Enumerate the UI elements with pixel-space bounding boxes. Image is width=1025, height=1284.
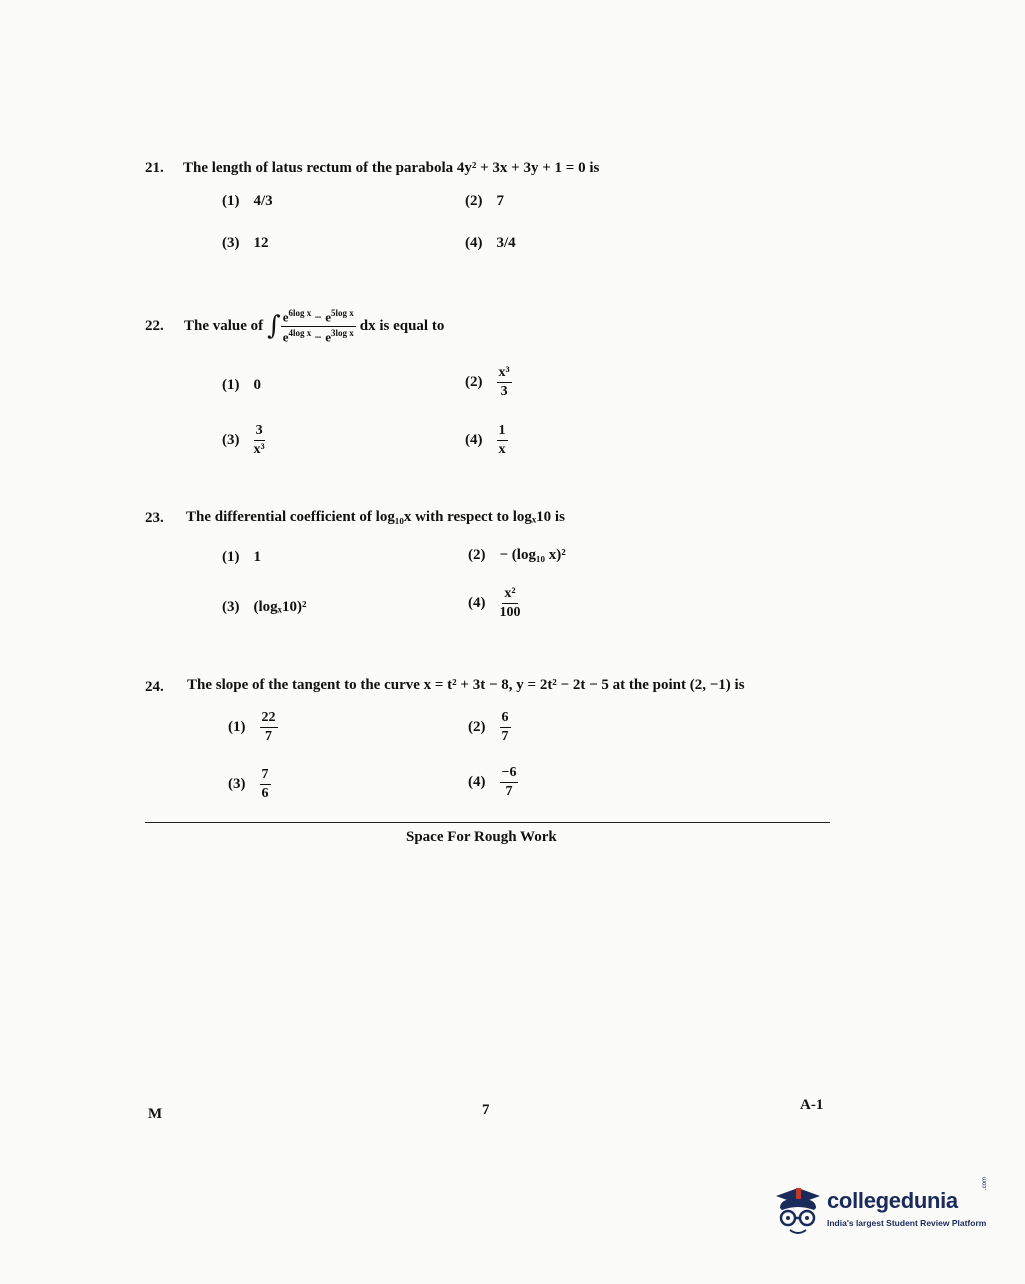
- operator: −: [311, 328, 326, 344]
- exponent: 4log x: [288, 327, 312, 338]
- integrand-fraction: [281, 309, 356, 343]
- option-label: (1): [228, 719, 246, 735]
- option-label: (1): [222, 377, 240, 393]
- fraction-denominator: 100: [499, 605, 521, 620]
- question-text: [184, 304, 444, 348]
- exponent: 3log x: [330, 327, 354, 338]
- option-label: (4): [465, 235, 483, 251]
- fraction-denominator: 7: [265, 729, 272, 744]
- option-value: (logₓ10)²: [253, 599, 307, 615]
- option: [228, 711, 278, 744]
- question-text-after: dx is equal to: [359, 317, 445, 334]
- fraction-denominator: 3: [500, 384, 508, 399]
- option: [468, 711, 511, 744]
- question-text-before: The value of: [184, 317, 264, 334]
- logo-suffix: .com: [982, 1176, 988, 1190]
- fraction-numerator: −6: [500, 766, 519, 783]
- fraction-numerator: x³: [497, 366, 512, 383]
- divider: [145, 822, 830, 823]
- term: e: [282, 309, 289, 325]
- option-label: (4): [465, 432, 483, 448]
- term: e: [325, 309, 331, 325]
- term: e: [325, 328, 331, 344]
- question-text: The differential coefficient of log₁₀x with respect to logₓ10 is: [186, 509, 565, 525]
- question-text: The slope of the tangent to the curve x = t² + 3t − 8, y = 2t² − 2t − 5 at the point (2, −1) is: [187, 677, 745, 693]
- footer-right: A-1: [800, 1097, 824, 1113]
- option-label: (2): [468, 547, 486, 563]
- fraction-denominator: 7: [505, 784, 513, 799]
- option-value: − (log₁₀ x)²: [499, 547, 566, 563]
- fraction-numerator: x²: [502, 587, 517, 604]
- option: [468, 547, 566, 564]
- option-fraction: [500, 587, 521, 620]
- question-number: 21.: [145, 160, 164, 176]
- option: [228, 768, 271, 801]
- fraction-denominator: 7: [501, 729, 509, 744]
- collegedunia-logo: [770, 1176, 995, 1242]
- option-label: (4): [468, 774, 486, 790]
- logo-wordmark: collegedunia: [827, 1188, 958, 1213]
- question-number: 22.: [145, 318, 164, 334]
- exponent: 5log x: [330, 308, 354, 319]
- fraction-numerator: 6: [500, 711, 511, 728]
- fraction-denominator: x³: [253, 442, 265, 457]
- operator: −: [311, 309, 326, 325]
- fraction-denominator: x: [498, 442, 506, 457]
- option-fraction: [500, 766, 519, 799]
- option-label: (2): [465, 374, 483, 390]
- option-fraction: [260, 711, 278, 744]
- option-value: 3/4: [496, 235, 516, 251]
- option: [222, 235, 269, 252]
- option-label: (1): [222, 549, 240, 565]
- page-number: 7: [482, 1102, 490, 1118]
- question-text: The length of latus rectum of the parabola 4y² + 3x + 3y + 1 = 0 is: [183, 160, 600, 176]
- rough-work-label: Space For Rough Work: [406, 829, 557, 845]
- option-value: 4/3: [253, 193, 273, 209]
- question-number: 24.: [145, 679, 164, 695]
- option-value: 12: [253, 235, 269, 251]
- option-label: (3): [222, 432, 240, 448]
- fraction-numerator: 22: [260, 711, 278, 728]
- option: [222, 424, 265, 457]
- option: [465, 235, 516, 252]
- option-value: 0: [253, 377, 261, 393]
- term: e: [282, 328, 289, 344]
- logo-tagline: India's largest Student Review Platform: [827, 1218, 987, 1228]
- footer-left: M: [148, 1106, 163, 1122]
- option: [468, 587, 521, 620]
- option: [222, 549, 261, 566]
- option: [465, 366, 512, 399]
- option: [222, 599, 306, 616]
- fraction-numerator: 1: [497, 424, 508, 441]
- option-value: 7: [496, 193, 504, 209]
- option-label: (3): [222, 235, 240, 251]
- integral-sign-icon: ∫: [267, 311, 281, 341]
- option: [465, 193, 504, 210]
- option: [222, 377, 261, 394]
- option-fraction: [497, 424, 508, 457]
- option: [468, 766, 518, 799]
- mascot-icon: [770, 1182, 826, 1242]
- option-label: (2): [468, 719, 486, 735]
- integrand-numerator: [281, 309, 356, 326]
- option: [222, 193, 273, 210]
- option-label: (3): [222, 599, 240, 615]
- question-number: 23.: [145, 510, 164, 526]
- option-fraction: [260, 768, 271, 801]
- option-label: (2): [465, 193, 483, 209]
- option-value: 1: [253, 549, 261, 565]
- option-fraction: [254, 424, 265, 457]
- exponent: 6log x: [288, 308, 312, 319]
- fraction-numerator: 3: [254, 424, 265, 441]
- option-fraction: [500, 711, 511, 744]
- option-fraction: [497, 366, 512, 399]
- fraction-numerator: 7: [260, 768, 271, 785]
- option: [465, 424, 508, 457]
- option-label: (3): [228, 776, 246, 792]
- option-label: (4): [468, 595, 486, 611]
- fraction-denominator: 6: [261, 786, 269, 801]
- integrand-denominator: [283, 327, 354, 343]
- option-label: (1): [222, 193, 240, 209]
